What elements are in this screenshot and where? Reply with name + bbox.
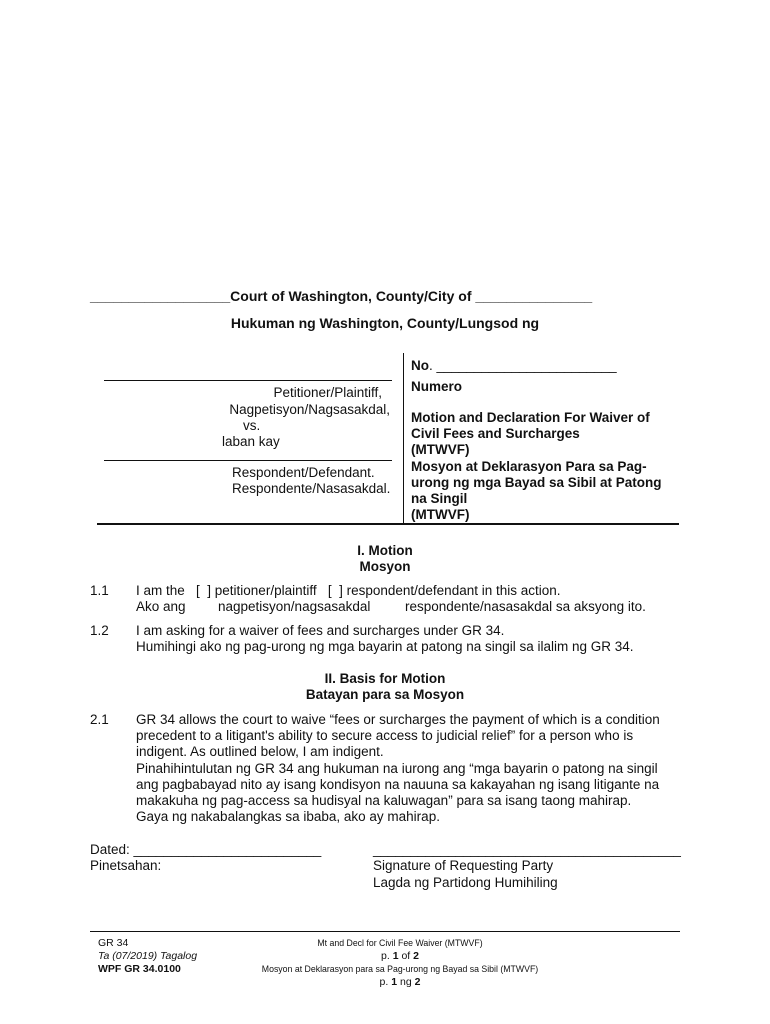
footer-page-number-tagalog	[200, 976, 600, 989]
signature-line[interactable]: _________________________________________	[373, 842, 681, 857]
petitioner-label-tagalog: Nagpetisyon/Nagsasakdal,	[229, 402, 390, 417]
waiver-request-text-tagalog: Humihingi ako ng pag-urong ng mga bayarin at patong na singil sa ilalim ng GR 34.	[136, 639, 634, 654]
party-role-tagalog-prefix: Ako ang	[136, 599, 186, 614]
waiver-request-text: I am asking for a waiver of fees and surcharges under GR 34.	[136, 623, 505, 638]
footer-form-number: GR 34	[98, 937, 129, 949]
basis-paragraph	[136, 712, 686, 825]
signature-label: Signature of Requesting Party	[373, 858, 554, 873]
dated-field[interactable]: Dated: _________________________	[90, 842, 322, 857]
basis-line: precedent to a litigant's ability to secure access to judicial relief” for a person who is	[136, 728, 634, 744]
party-role-tagalog-respondent: respondente/nasasakdal sa aksyong ito.	[405, 599, 646, 614]
case-number-field[interactable]	[411, 358, 681, 373]
section-2-heading-tagalog: Batayan para sa Mosyon	[305, 687, 465, 702]
page-total: 2	[414, 976, 421, 988]
versus-label: vs.	[243, 418, 261, 433]
footer-rule	[90, 931, 680, 932]
dated-label-tagalog: Pinetsahan:	[90, 858, 162, 873]
party-role-checkboxes[interactable]: I am the [ ] petitioner/plaintiff [ ] respondent/defendant in this action.	[136, 583, 561, 598]
basis-line: Pinahihintulutan ng GR 34 ang hukuman na iurong ang “mga bayarin o patong na singil	[136, 760, 658, 776]
signature-label-tagalog: Lagda ng Partidong Humihiling	[373, 875, 558, 890]
page-of: of	[398, 950, 414, 962]
court-line-tagalog: Hukuman ng Washington, County/Lungsod ng	[230, 315, 540, 331]
basis-line: ang pagbabayad nito ay isang kondisyon na nauuna sa kakayahan ng isang litigante na	[136, 776, 660, 792]
footer-page-number	[200, 950, 600, 963]
petitioner-name-line	[104, 380, 392, 381]
page-prefix: p.	[381, 950, 393, 962]
respondent-name-line	[104, 460, 392, 461]
form-title-line-1: Motion and Declaration For Waiver of	[411, 410, 650, 425]
basis-line: indigent. As outlined below, I am indigent.	[136, 744, 384, 760]
footer-wpf-number: WPF GR 34.0100	[98, 963, 181, 975]
respondent-label-tagalog: Respondente/Nasasakdal.	[232, 481, 391, 496]
paragraph-number: 1.1	[90, 583, 109, 598]
form-title-tagalog-line-1: Mosyon at Deklarasyon Para sa Pag-	[411, 459, 647, 474]
section-1-heading: I. Motion	[357, 543, 413, 558]
form-title-tagalog-line-2: urong ng mga Bayad sa Sibil at Patong	[411, 475, 662, 490]
case-number-label-tagalog: Numero	[411, 379, 463, 394]
footer-title-tagalog: Mosyon at Deklarasyon para sa Pag-urong ng Bayad sa Sibil (MTWVF)	[261, 964, 539, 975]
court-line: __________________Court of Washington, County/City of _______________	[90, 288, 593, 304]
paragraph-number: 1.2	[90, 623, 109, 638]
form-title-tagalog-line-4: (MTWVF)	[411, 507, 470, 522]
caption-bottom-rule	[97, 523, 679, 525]
page-of: ng	[397, 976, 415, 988]
form-title-line-2: Civil Fees and Surcharges	[411, 426, 580, 441]
case-number-label: No	[411, 358, 429, 373]
party-role-tagalog-petitioner: nagpetisyon/nagsasakdal	[218, 599, 371, 614]
basis-line: Gaya ng nakabalangkas sa ibaba, ako ay mahirap.	[136, 809, 440, 825]
footer-title: Mt and Decl for Civil Fee Waiver (MTWVF)	[317, 938, 483, 949]
caption-divider	[403, 353, 404, 525]
section-1-heading-tagalog: Mosyon	[359, 559, 411, 574]
page-prefix: p.	[379, 976, 392, 988]
page-total: 2	[413, 950, 419, 962]
versus-label-tagalog: laban kay	[222, 434, 280, 449]
section-2-heading: II. Basis for Motion	[324, 671, 446, 686]
form-title-tagalog-line-3: na Singil	[411, 491, 468, 506]
paragraph-number: 2.1	[90, 712, 109, 727]
basis-line: GR 34 allows the court to waive “fees or surcharges the payment of which is a condition	[136, 712, 660, 727]
footer-version: Ta (07/2019) Tagalog	[98, 950, 198, 962]
petitioner-label: Petitioner/Plaintiff,	[273, 385, 382, 400]
page-current: 1	[392, 950, 399, 962]
page-current: 1	[391, 976, 398, 988]
respondent-label: Respondent/Defendant.	[232, 465, 375, 480]
basis-line: makakuha ng pag-access sa hudisyal na kaluwagan” para sa isang taong mahirap.	[136, 793, 632, 809]
case-number-blank: . ________________________	[429, 358, 617, 373]
form-title-line-3: (MTWVF)	[411, 442, 470, 457]
